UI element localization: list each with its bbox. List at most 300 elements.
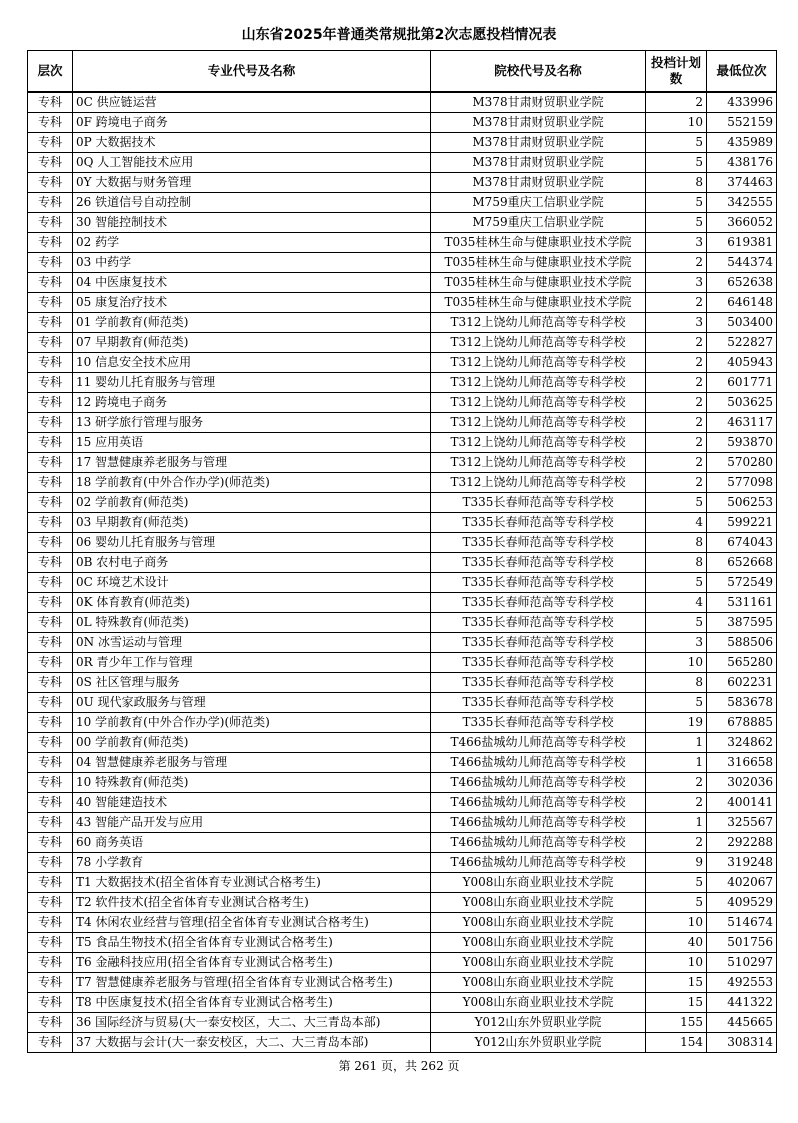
table-row: [28, 453, 777, 473]
cell-rank: 565280: [707, 653, 777, 673]
table-row: [28, 373, 777, 393]
cell-rank: 324862: [707, 733, 777, 753]
cell-major: 04 中医康复技术: [73, 273, 431, 293]
table-row: [28, 893, 777, 913]
cell-rank: 544374: [707, 253, 777, 273]
cell-major: 43 智能产品开发与应用: [73, 813, 431, 833]
cell-plan: 10: [646, 653, 707, 673]
table-row: [28, 813, 777, 833]
cell-school: M378甘肃财贸职业学院: [431, 153, 646, 173]
table-row: [28, 993, 777, 1013]
cell-school: T466盐城幼儿师范高等专科学校: [431, 793, 646, 813]
cell-rank: 599221: [707, 513, 777, 533]
cell-level: 专科: [28, 92, 73, 113]
cell-plan: 5: [646, 133, 707, 153]
table-body: [28, 92, 777, 1053]
cell-school: T035桂林生命与健康职业技术学院: [431, 233, 646, 253]
cell-plan: 5: [646, 213, 707, 233]
cell-major: 01 学前教育(师范类): [73, 313, 431, 333]
table-row: [28, 113, 777, 133]
table-row: [28, 733, 777, 753]
header-level: 层次: [28, 51, 73, 93]
table-row: [28, 973, 777, 993]
cell-rank: 405943: [707, 353, 777, 373]
cell-rank: 435989: [707, 133, 777, 153]
cell-major: 78 小学教育: [73, 853, 431, 873]
cell-school: M378甘肃财贸职业学院: [431, 113, 646, 133]
cell-plan: 10: [646, 113, 707, 133]
cell-rank: 646148: [707, 293, 777, 313]
cell-major: 0P 大数据技术: [73, 133, 431, 153]
cell-plan: 5: [646, 613, 707, 633]
cell-level: 专科: [28, 893, 73, 913]
table-row: [28, 753, 777, 773]
cell-plan: 19: [646, 713, 707, 733]
cell-plan: 8: [646, 673, 707, 693]
cell-level: 专科: [28, 733, 73, 753]
cell-level: 专科: [28, 493, 73, 513]
cell-plan: 10: [646, 913, 707, 933]
cell-level: 专科: [28, 153, 73, 173]
cell-rank: 601771: [707, 373, 777, 393]
cell-level: 专科: [28, 553, 73, 573]
cell-school: T335长春师范高等专科学校: [431, 553, 646, 573]
cell-level: 专科: [28, 713, 73, 733]
cell-major: 12 跨境电子商务: [73, 393, 431, 413]
cell-school: T312上饶幼儿师范高等专科学校: [431, 453, 646, 473]
table-row: [28, 493, 777, 513]
cell-rank: 619381: [707, 233, 777, 253]
cell-plan: 2: [646, 253, 707, 273]
cell-level: 专科: [28, 633, 73, 653]
cell-school: T035桂林生命与健康职业技术学院: [431, 293, 646, 313]
header-rank: 最低位次: [707, 51, 777, 93]
cell-school: T466盐城幼儿师范高等专科学校: [431, 773, 646, 793]
cell-rank: 503625: [707, 393, 777, 413]
cell-level: 专科: [28, 673, 73, 693]
cell-school: Y008山东商业职业技术学院: [431, 933, 646, 953]
cell-rank: 593870: [707, 433, 777, 453]
cell-major: 36 国际经济与贸易(大一泰安校区，大二、大三青岛本部): [73, 1013, 431, 1033]
cell-school: T335长春师范高等专科学校: [431, 713, 646, 733]
cell-major: 13 研学旅行管理与服务: [73, 413, 431, 433]
cell-level: 专科: [28, 613, 73, 633]
cell-level: 专科: [28, 693, 73, 713]
cell-major: T1 大数据技术(招全省体育专业测试合格考生): [73, 873, 431, 893]
cell-level: 专科: [28, 353, 73, 373]
cell-rank: 570280: [707, 453, 777, 473]
cell-rank: 674043: [707, 533, 777, 553]
cell-school: T335长春师范高等专科学校: [431, 513, 646, 533]
table-header-row: [28, 51, 777, 93]
cell-plan: 15: [646, 993, 707, 1013]
cell-rank: 506253: [707, 493, 777, 513]
cell-level: 专科: [28, 1033, 73, 1053]
cell-rank: 308314: [707, 1033, 777, 1053]
cell-school: T335长春师范高等专科学校: [431, 493, 646, 513]
cell-rank: 531161: [707, 593, 777, 613]
cell-major: 30 智能控制技术: [73, 213, 431, 233]
table-row: [28, 613, 777, 633]
cell-plan: 8: [646, 173, 707, 193]
cell-rank: 302036: [707, 773, 777, 793]
cell-major: 17 智慧健康养老服务与管理: [73, 453, 431, 473]
cell-major: 0F 跨境电子商务: [73, 113, 431, 133]
cell-school: T335长春师范高等专科学校: [431, 573, 646, 593]
cell-level: 专科: [28, 833, 73, 853]
cell-school: M378甘肃财贸职业学院: [431, 92, 646, 113]
table-row: [28, 213, 777, 233]
table-row: [28, 133, 777, 153]
table-row: [28, 713, 777, 733]
cell-rank: 514674: [707, 913, 777, 933]
cell-plan: 4: [646, 593, 707, 613]
cell-rank: 342555: [707, 193, 777, 213]
cell-rank: 374463: [707, 173, 777, 193]
cell-rank: 433996: [707, 92, 777, 113]
cell-level: 专科: [28, 473, 73, 493]
cell-school: T335长春师范高等专科学校: [431, 693, 646, 713]
cell-major: 00 学前教育(师范类): [73, 733, 431, 753]
table-row: [28, 953, 777, 973]
cell-level: 专科: [28, 253, 73, 273]
cell-level: 专科: [28, 333, 73, 353]
cell-plan: 2: [646, 473, 707, 493]
cell-major: 0N 冰雪运动与管理: [73, 633, 431, 653]
cell-major: 0Y 大数据与财务管理: [73, 173, 431, 193]
table-row: [28, 773, 777, 793]
table-row: [28, 433, 777, 453]
cell-school: T312上饶幼儿师范高等专科学校: [431, 313, 646, 333]
table-row: [28, 333, 777, 353]
table-row: [28, 293, 777, 313]
cell-plan: 9: [646, 853, 707, 873]
table-row: [28, 273, 777, 293]
cell-plan: 2: [646, 373, 707, 393]
cell-school: Y008山东商业职业技术学院: [431, 913, 646, 933]
cell-rank: 402067: [707, 873, 777, 893]
cell-major: 02 学前教育(师范类): [73, 493, 431, 513]
table-row: [28, 673, 777, 693]
cell-school: T312上饶幼儿师范高等专科学校: [431, 433, 646, 453]
cell-plan: 40: [646, 933, 707, 953]
cell-major: T7 智慧健康养老服务与管理(招全省体育专业测试合格考生): [73, 973, 431, 993]
cell-level: 专科: [28, 653, 73, 673]
cell-rank: 577098: [707, 473, 777, 493]
cell-school: T466盐城幼儿师范高等专科学校: [431, 733, 646, 753]
cell-school: M378甘肃财贸职业学院: [431, 173, 646, 193]
header-plan-line1: 投档计划: [650, 55, 701, 70]
header-major: 专业代号及名称: [73, 51, 431, 93]
table-row: [28, 233, 777, 253]
cell-school: T466盐城幼儿师范高等专科学校: [431, 813, 646, 833]
admission-table: [27, 50, 777, 1053]
table-row: [28, 473, 777, 493]
cell-plan: 2: [646, 353, 707, 373]
cell-level: 专科: [28, 973, 73, 993]
cell-plan: 2: [646, 92, 707, 113]
cell-plan: 2: [646, 833, 707, 853]
table-row: [28, 353, 777, 373]
cell-plan: 2: [646, 413, 707, 433]
cell-plan: 4: [646, 513, 707, 533]
cell-major: T4 休闲农业经营与管理(招全省体育专业测试合格考生): [73, 913, 431, 933]
table-row: [28, 313, 777, 333]
cell-rank: 572549: [707, 573, 777, 593]
cell-level: 专科: [28, 233, 73, 253]
cell-rank: 366052: [707, 213, 777, 233]
cell-major: 04 智慧健康养老服务与管理: [73, 753, 431, 773]
cell-school: Y008山东商业职业技术学院: [431, 953, 646, 973]
cell-level: 专科: [28, 513, 73, 533]
table-row: [28, 193, 777, 213]
cell-school: T035桂林生命与健康职业技术学院: [431, 253, 646, 273]
cell-plan: 3: [646, 273, 707, 293]
cell-rank: 503400: [707, 313, 777, 333]
cell-school: Y008山东商业职业技术学院: [431, 873, 646, 893]
cell-major: 0K 体育教育(师范类): [73, 593, 431, 613]
cell-level: 专科: [28, 873, 73, 893]
cell-level: 专科: [28, 953, 73, 973]
table-row: [28, 92, 777, 113]
cell-plan: 5: [646, 153, 707, 173]
cell-school: T035桂林生命与健康职业技术学院: [431, 273, 646, 293]
cell-school: M759重庆工信职业学院: [431, 193, 646, 213]
cell-school: T335长春师范高等专科学校: [431, 653, 646, 673]
cell-plan: 8: [646, 533, 707, 553]
cell-plan: 2: [646, 393, 707, 413]
cell-major: 0B 农村电子商务: [73, 553, 431, 573]
cell-major: T8 中医康复技术(招全省体育专业测试合格考生): [73, 993, 431, 1013]
cell-rank: 522827: [707, 333, 777, 353]
cell-school: Y008山东商业职业技术学院: [431, 993, 646, 1013]
cell-major: 18 学前教育(中外合作办学)(师范类): [73, 473, 431, 493]
cell-level: 专科: [28, 193, 73, 213]
cell-major: 40 智能建造技术: [73, 793, 431, 813]
cell-major: 37 大数据与会计(大一泰安校区，大二、大三青岛本部): [73, 1033, 431, 1053]
cell-plan: 8: [646, 553, 707, 573]
cell-level: 专科: [28, 113, 73, 133]
cell-plan: 5: [646, 893, 707, 913]
cell-school: T466盐城幼儿师范高等专科学校: [431, 753, 646, 773]
cell-plan: 2: [646, 453, 707, 473]
cell-level: 专科: [28, 913, 73, 933]
table-row: [28, 1013, 777, 1033]
cell-level: 专科: [28, 793, 73, 813]
cell-plan: 1: [646, 813, 707, 833]
cell-rank: 583678: [707, 693, 777, 713]
cell-rank: 438176: [707, 153, 777, 173]
cell-major: 05 康复治疗技术: [73, 293, 431, 313]
table-row: [28, 913, 777, 933]
table-row: [28, 793, 777, 813]
cell-rank: 552159: [707, 113, 777, 133]
cell-plan: 2: [646, 333, 707, 353]
cell-plan: 3: [646, 233, 707, 253]
cell-major: T6 金融科技应用(招全省体育专业测试合格考生): [73, 953, 431, 973]
cell-level: 专科: [28, 313, 73, 333]
table-row: [28, 1033, 777, 1053]
cell-level: 专科: [28, 993, 73, 1013]
cell-school: T312上饶幼儿师范高等专科学校: [431, 353, 646, 373]
cell-school: T335长春师范高等专科学校: [431, 613, 646, 633]
cell-school: T312上饶幼儿师范高等专科学校: [431, 333, 646, 353]
cell-major: 0C 供应链运营: [73, 92, 431, 113]
cell-school: T466盐城幼儿师范高等专科学校: [431, 853, 646, 873]
cell-level: 专科: [28, 753, 73, 773]
cell-rank: 501756: [707, 933, 777, 953]
cell-major: 26 铁道信号自动控制: [73, 193, 431, 213]
table-row: [28, 153, 777, 173]
cell-plan: 2: [646, 293, 707, 313]
cell-major: 0Q 人工智能技术应用: [73, 153, 431, 173]
cell-plan: 10: [646, 953, 707, 973]
cell-plan: 3: [646, 313, 707, 333]
cell-major: 10 学前教育(中外合作办学)(师范类): [73, 713, 431, 733]
cell-school: Y012山东外贸职业学院: [431, 1013, 646, 1033]
cell-rank: 319248: [707, 853, 777, 873]
page-footer: 第 261 页，共 262 页: [338, 1059, 460, 1073]
cell-rank: 463117: [707, 413, 777, 433]
cell-major: 03 早期教育(师范类): [73, 513, 431, 533]
cell-major: 10 特殊教育(师范类): [73, 773, 431, 793]
cell-major: 02 药学: [73, 233, 431, 253]
table-row: [28, 573, 777, 593]
cell-school: Y008山东商业职业技术学院: [431, 893, 646, 913]
cell-school: T312上饶幼儿师范高等专科学校: [431, 373, 646, 393]
cell-plan: 2: [646, 793, 707, 813]
table-row: [28, 513, 777, 533]
cell-rank: 325567: [707, 813, 777, 833]
cell-school: T335长春师范高等专科学校: [431, 633, 646, 653]
cell-level: 专科: [28, 573, 73, 593]
cell-major: 0L 特殊教育(师范类): [73, 613, 431, 633]
table-row: [28, 633, 777, 653]
cell-major: 03 中药学: [73, 253, 431, 273]
cell-plan: 3: [646, 633, 707, 653]
table-row: [28, 413, 777, 433]
table-row: [28, 393, 777, 413]
cell-school: T335长春师范高等专科学校: [431, 533, 646, 553]
cell-rank: 400141: [707, 793, 777, 813]
cell-school: T312上饶幼儿师范高等专科学校: [431, 413, 646, 433]
cell-plan: 5: [646, 693, 707, 713]
table-row: [28, 833, 777, 853]
cell-major: 11 婴幼儿托育服务与管理: [73, 373, 431, 393]
cell-level: 专科: [28, 453, 73, 473]
cell-plan: 5: [646, 193, 707, 213]
cell-school: T466盐城幼儿师范高等专科学校: [431, 833, 646, 853]
cell-major: 15 应用英语: [73, 433, 431, 453]
table-row: [28, 933, 777, 953]
cell-rank: 316658: [707, 753, 777, 773]
cell-school: M759重庆工信职业学院: [431, 213, 646, 233]
cell-major: 0C 环境艺术设计: [73, 573, 431, 593]
cell-school: M378甘肃财贸职业学院: [431, 133, 646, 153]
cell-level: 专科: [28, 853, 73, 873]
cell-school: T335长春师范高等专科学校: [431, 673, 646, 693]
cell-rank: 409529: [707, 893, 777, 913]
cell-rank: 652668: [707, 553, 777, 573]
cell-plan: 5: [646, 573, 707, 593]
cell-major: T2 软件技术(招全省体育专业测试合格考生): [73, 893, 431, 913]
header-plan: [646, 51, 707, 93]
cell-rank: 445665: [707, 1013, 777, 1033]
cell-level: 专科: [28, 293, 73, 313]
cell-level: 专科: [28, 213, 73, 233]
cell-plan: 5: [646, 493, 707, 513]
cell-plan: 154: [646, 1033, 707, 1053]
cell-major: 0U 现代家政服务与管理: [73, 693, 431, 713]
cell-plan: 155: [646, 1013, 707, 1033]
table-row: [28, 253, 777, 273]
table-row: [28, 653, 777, 673]
table-row: [28, 873, 777, 893]
cell-school: T335长春师范高等专科学校: [431, 593, 646, 613]
cell-plan: 1: [646, 753, 707, 773]
cell-school: T312上饶幼儿师范高等专科学校: [431, 393, 646, 413]
cell-level: 专科: [28, 1013, 73, 1033]
header-plan-line2: 数: [669, 71, 683, 86]
table-row: [28, 693, 777, 713]
table-row: [28, 593, 777, 613]
page-title: 山东省2025年普通类常规批第2次志愿投档情况表: [241, 27, 557, 43]
cell-major: 0S 社区管理与服务: [73, 673, 431, 693]
cell-rank: 441322: [707, 993, 777, 1013]
table-row: [28, 553, 777, 573]
cell-rank: 588506: [707, 633, 777, 653]
cell-level: 专科: [28, 133, 73, 153]
cell-level: 专科: [28, 933, 73, 953]
header-school: 院校代号及名称: [431, 51, 646, 93]
cell-rank: 678885: [707, 713, 777, 733]
cell-rank: 492553: [707, 973, 777, 993]
cell-school: Y012山东外贸职业学院: [431, 1033, 646, 1053]
cell-school: T312上饶幼儿师范高等专科学校: [431, 473, 646, 493]
cell-major: 0R 青少年工作与管理: [73, 653, 431, 673]
table-row: [28, 533, 777, 553]
cell-rank: 292288: [707, 833, 777, 853]
cell-plan: 2: [646, 773, 707, 793]
cell-level: 专科: [28, 433, 73, 453]
cell-plan: 15: [646, 973, 707, 993]
cell-plan: 1: [646, 733, 707, 753]
cell-major: 10 信息安全技术应用: [73, 353, 431, 373]
cell-level: 专科: [28, 393, 73, 413]
cell-level: 专科: [28, 273, 73, 293]
table-row: [28, 853, 777, 873]
cell-major: 06 婴幼儿托育服务与管理: [73, 533, 431, 553]
cell-level: 专科: [28, 173, 73, 193]
cell-plan: 5: [646, 873, 707, 893]
cell-major: 60 商务英语: [73, 833, 431, 853]
cell-rank: 652638: [707, 273, 777, 293]
cell-level: 专科: [28, 373, 73, 393]
cell-rank: 510297: [707, 953, 777, 973]
cell-level: 专科: [28, 773, 73, 793]
cell-level: 专科: [28, 593, 73, 613]
cell-rank: 387595: [707, 613, 777, 633]
cell-school: Y008山东商业职业技术学院: [431, 973, 646, 993]
cell-rank: 602231: [707, 673, 777, 693]
cell-major: T5 食品生物技术(招全省体育专业测试合格考生): [73, 933, 431, 953]
cell-level: 专科: [28, 813, 73, 833]
cell-level: 专科: [28, 413, 73, 433]
cell-major: 07 早期教育(师范类): [73, 333, 431, 353]
cell-plan: 2: [646, 433, 707, 453]
cell-level: 专科: [28, 533, 73, 553]
table-row: [28, 173, 777, 193]
